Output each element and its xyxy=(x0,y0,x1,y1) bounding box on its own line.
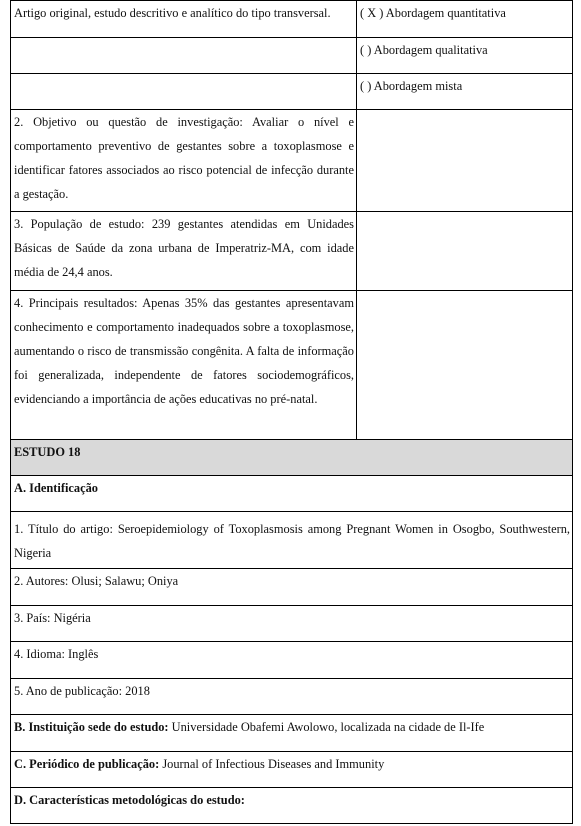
authors-cell: 2. Autores: Olusi; Salawu; Oniya xyxy=(11,569,573,606)
table-row xyxy=(11,606,573,642)
study-type-cell: Artigo original, estudo descritivo e analítico do tipo transversal. xyxy=(11,1,357,38)
empty-cell xyxy=(357,212,573,291)
empty-cell xyxy=(357,110,573,212)
journal-cell xyxy=(11,752,573,788)
journal-value: Journal of Infectious Diseases and Immunity xyxy=(159,757,385,771)
language-cell: 4. Idioma: Inglês xyxy=(11,642,573,679)
article-title-cell: 1. Título do artigo: Seroepidemiology of Toxoplasmosis among Pregnant Women in Osogbo, Southwestern, Nigeria xyxy=(11,512,573,569)
table-row xyxy=(11,1,573,38)
table-row xyxy=(11,110,573,212)
table-row xyxy=(11,642,573,679)
table-row xyxy=(11,38,573,74)
table-row xyxy=(11,679,573,715)
empty-cell xyxy=(11,74,357,110)
table-row xyxy=(11,291,573,440)
table-row xyxy=(11,752,573,788)
institution-value: Universidade Obafemi Awolowo, localizada na cidade de Il-Ife xyxy=(168,720,485,734)
table-row xyxy=(11,476,573,512)
identification-heading: A. Identificação xyxy=(11,476,573,512)
table-row xyxy=(11,715,573,752)
institution-cell xyxy=(11,715,573,752)
approach-quantitative: ( X ) Abordagem quantitativa xyxy=(357,1,573,38)
table-row xyxy=(11,512,573,569)
country-cell: 3. País: Nigéria xyxy=(11,606,573,642)
empty-cell xyxy=(11,38,357,74)
objective-cell: 2. Objetivo ou questão de investigação: Avaliar o nível e comportamento preventivo de gestantes sobre a toxoplasmose e identificar fatores associados ao risco potencial de infecção durante a gestação. xyxy=(11,110,357,212)
population-cell: 3. População de estudo: 239 gestantes atendidas em Unidades Básicas de Saúde da zona urbana de Imperatriz-MA, com idade média de 24,4 anos. xyxy=(11,212,357,291)
approach-mixed: ( ) Abordagem mista xyxy=(357,74,573,110)
study-table xyxy=(10,0,573,824)
table-row xyxy=(11,74,573,110)
approach-qualitative: ( ) Abordagem qualitativa xyxy=(357,38,573,74)
table-row xyxy=(11,212,573,291)
study-header: ESTUDO 18 xyxy=(11,440,573,476)
institution-label: B. Instituição sede do estudo: xyxy=(14,720,169,734)
year-cell: 5. Ano de publicação: 2018 xyxy=(11,679,573,715)
journal-label: C. Periódico de publicação: xyxy=(14,757,160,771)
table-row xyxy=(11,788,573,824)
results-cell: 4. Principais resultados: Apenas 35% das gestantes apresentavam conhecimento e comportamento inadequados sobre a toxoplasmose, aumentando o risco de transmissão congênita. A falta de informação foi generalizada, independente de fatores sociodemográficos, evidenciando a importância de ações educativas no pré-natal. xyxy=(11,291,357,440)
empty-cell xyxy=(357,291,573,440)
table-row xyxy=(11,440,573,476)
methods-heading: D. Características metodológicas do estudo: xyxy=(11,788,573,824)
table-row xyxy=(11,569,573,606)
